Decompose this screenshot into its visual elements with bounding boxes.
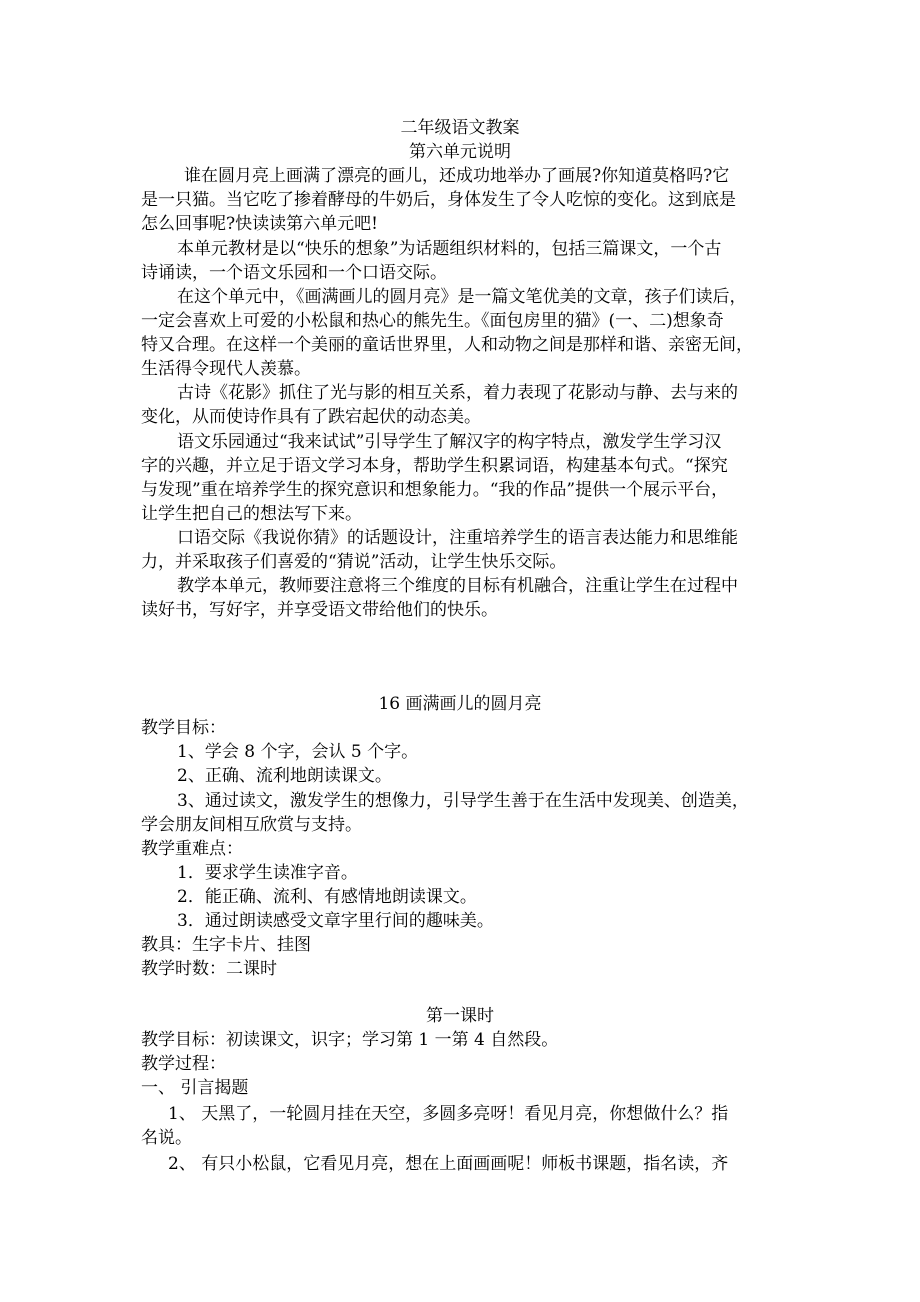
teaching-tools: 教具：生字卡片、挂图 [141,935,311,955]
unit-paragraph-line: 让学生把自己的想法写下来。 [141,504,362,524]
document-title: 二年级语文教案 [400,118,520,138]
unit-paragraph-line: 特又合理。在这样一个美丽的童话世界里，人和动物之间是那样和谐、亲密无间， [141,335,753,355]
unit-paragraph-line: 字的兴趣，并立足于语文学习本身，帮助学生积累词语，构建基本句式。“探究 [141,456,728,476]
key-point-item: 2．能正确、流利、有感情地朗读课文。 [177,887,477,907]
teaching-hours: 教学时数：二课时 [141,959,277,979]
unit-paragraph-line: 口语交际《我说你猜》的话题设计，注重培养学生的语言表达能力和思维能 [177,528,738,548]
unit-paragraph-line: 力，并采取孩子们喜爱的“猜说”活动，让学生快乐交际。 [141,552,567,572]
unit-paragraph-line: 生活得令现代人羡慕。 [141,359,311,379]
unit-paragraph-line: 谁在圆月亮上画满了漂亮的画儿，还成功地举办了画展?你知道莫格吗?它 [184,166,730,186]
goal-item: 2、正确、流利地朗读课文。 [177,766,392,786]
goal-item: 1、学会 8 个字，会认 5 个字。 [177,742,419,762]
unit-title: 第六单元说明 [409,142,511,162]
unit-paragraph-line: 教学本单元，教师要注意将三个维度的目标有机融合，注重让学生在过程中 [177,576,738,596]
process-step-line: 名说。 [141,1128,192,1148]
key-point-item: 3．通过朗读感受文章字里行间的趣味美。 [177,911,494,931]
lesson-title: 16 画满画儿的圆月亮 [378,694,542,714]
unit-paragraph-line: 本单元教材是以“快乐的想象”为话题组织材料的，包括三篇课文，一个古 [177,239,722,259]
goal-item: 3、通过读文，激发学生的想像力，引导学生善于在生活中发现美、创造美， [177,791,749,811]
unit-paragraph-line: 一定会喜欢上可爱的小松鼠和热心的熊先生。《面包房里的猫》(一、二)想象奇 [141,311,724,331]
unit-paragraph-line: 怎么回事呢?快读读第六单元吧! [141,214,378,234]
goal-item: 学会朋友间相互欣赏与支持。 [141,815,362,835]
period-goal: 教学目标：初读课文，识字；学习第 1 一第 4 自然段。 [141,1030,559,1050]
key-points-label: 教学重难点： [141,839,243,859]
process-step-line: 1、 天黑了，一轮圆月挂在天空，多圆多亮呀！看见月亮，你想做什么？指 [168,1104,729,1124]
unit-paragraph-line: 与发现”重在培养学生的探究意识和想象能力。“我的作品”提供一个展示平台， [141,480,729,500]
unit-paragraph-line: 语文乐园通过“我来试试”引导学生了解汉字的构字特点，激发学生学习汉 [177,432,722,452]
goals-label: 教学目标： [141,718,226,738]
unit-paragraph-line: 在这个单元中，《画满画儿的圆月亮》是一篇文笔优美的文章，孩子们读后， [177,287,747,307]
process-step-line: 2、 有只小松鼠，它看见月亮，想在上面画画呢！师板书课题，指名读，齐 [168,1154,729,1174]
section-heading: 一、 引言揭题 [141,1078,249,1098]
key-point-item: 1．要求学生读准字音。 [177,863,358,883]
unit-paragraph-line: 是一只猫。当它吃了掺着酵母的牛奶后，身体发生了令人吃惊的变化。这到底是 [141,190,736,210]
process-label: 教学过程： [141,1054,226,1074]
period-title: 第一课时 [426,1006,494,1026]
unit-paragraph-line: 古诗《花影》抓住了光与影的相互关系，着力表现了花影动与静、去与来的 [177,383,738,403]
unit-paragraph-line: 读好书，写好字，并享受语文带给他们的快乐。 [141,600,498,620]
unit-paragraph-line: 诗诵读，一个语文乐园和一个口语交际。 [141,263,447,283]
unit-paragraph-line: 变化，从而使诗作具有了跌宕起伏的动态美。 [141,407,481,427]
